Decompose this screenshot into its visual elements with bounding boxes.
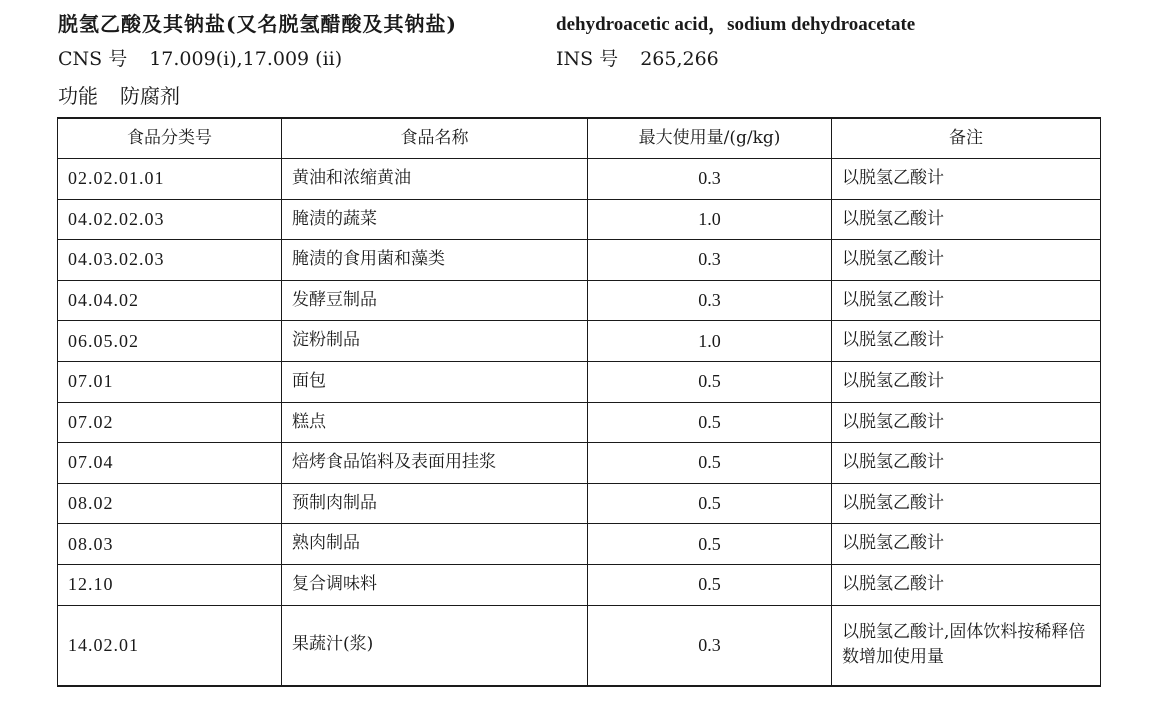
- remark: 以脱氢乙酸计: [832, 159, 1101, 200]
- food-name: 淀粉制品: [282, 321, 588, 362]
- column-header-amount: 最大使用量/(g/kg): [588, 118, 832, 159]
- food-name: 面包: [282, 361, 588, 402]
- food-name: 熟肉制品: [282, 524, 588, 565]
- food-category-code: 07.04: [58, 443, 282, 484]
- title-english: dehydroacetic acid，sodium dehydroacetate: [556, 14, 916, 35]
- remark: 以脱氢乙酸计: [832, 564, 1101, 605]
- table-row: [58, 443, 1101, 484]
- max-usage: 0.5: [588, 564, 832, 605]
- title-chinese: 脱氢乙酸及其钠盐(又名脱氢醋酸及其钠盐): [58, 12, 457, 36]
- food-name: 黄油和浓缩黄油: [282, 159, 588, 200]
- remark: 以脱氢乙酸计: [832, 240, 1101, 281]
- max-usage: 0.3: [588, 605, 832, 686]
- food-category-code: 14.02.01: [58, 605, 282, 686]
- max-usage: 0.5: [588, 443, 832, 484]
- food-name: 果蔬汁(浆): [282, 605, 588, 686]
- table-row: [58, 564, 1101, 605]
- food-name: 复合调味料: [282, 564, 588, 605]
- max-usage: 0.5: [588, 402, 832, 443]
- table-row: [58, 524, 1101, 565]
- remark: 以脱氢乙酸计: [832, 483, 1101, 524]
- usage-table: [57, 117, 1101, 687]
- table-row: [58, 280, 1101, 321]
- food-name: 腌渍的蔬菜: [282, 199, 588, 240]
- food-category-code: 02.02.01.01: [58, 159, 282, 200]
- remark: 以脱氢乙酸计: [832, 402, 1101, 443]
- function-line: [58, 80, 180, 109]
- cns-number: [58, 44, 342, 71]
- remark: 以脱氢乙酸计: [832, 361, 1101, 402]
- food-name: 腌渍的食用菌和藻类: [282, 240, 588, 281]
- food-category-code: 04.04.02: [58, 280, 282, 321]
- remark: 以脱氢乙酸计: [832, 321, 1101, 362]
- food-name: 糕点: [282, 402, 588, 443]
- max-usage: 0.5: [588, 524, 832, 565]
- food-category-code: 08.03: [58, 524, 282, 565]
- max-usage: 0.3: [588, 280, 832, 321]
- max-usage: 0.3: [588, 240, 832, 281]
- food-category-code: 07.02: [58, 402, 282, 443]
- remark: 以脱氢乙酸计,固体饮料按稀释倍数增加使用量: [832, 605, 1101, 686]
- table-row: [58, 159, 1101, 200]
- max-usage: 1.0: [588, 321, 832, 362]
- food-category-code: 06.05.02: [58, 321, 282, 362]
- max-usage: 0.3: [588, 159, 832, 200]
- remark: 以脱氢乙酸计: [832, 524, 1101, 565]
- remark: 以脱氢乙酸计: [832, 280, 1101, 321]
- food-name: 焙烤食品馅料及表面用挂浆: [282, 443, 588, 484]
- food-category-code: 07.01: [58, 361, 282, 402]
- food-category-code: 12.10: [58, 564, 282, 605]
- max-usage: 1.0: [588, 199, 832, 240]
- table-row: [58, 240, 1101, 281]
- table-row: [58, 402, 1101, 443]
- max-usage: 0.5: [588, 483, 832, 524]
- column-header-note: 备注: [832, 118, 1101, 159]
- ins-label: INS 号: [556, 48, 619, 70]
- food-name: 发酵豆制品: [282, 280, 588, 321]
- cns-value: 17.009(i),17.009 (ii): [149, 48, 343, 70]
- ins-number: [556, 44, 719, 71]
- function-label: 功能: [58, 84, 98, 108]
- remark: 以脱氢乙酸计: [832, 199, 1101, 240]
- table-row: [58, 321, 1101, 362]
- function-value: 防腐剂: [120, 84, 180, 108]
- column-header-name: 食品名称: [282, 118, 588, 159]
- table-row: [58, 605, 1101, 686]
- table-row: [58, 361, 1101, 402]
- food-category-code: 08.02: [58, 483, 282, 524]
- ins-value: 265,266: [640, 48, 719, 70]
- food-name: 预制肉制品: [282, 483, 588, 524]
- cns-label: CNS 号: [58, 48, 128, 70]
- food-category-code: 04.03.02.03: [58, 240, 282, 281]
- table-row: [58, 199, 1101, 240]
- column-header-code: 食品分类号: [58, 118, 282, 159]
- table-header-row: [58, 118, 1101, 159]
- remark: 以脱氢乙酸计: [832, 443, 1101, 484]
- max-usage: 0.5: [588, 361, 832, 402]
- food-category-code: 04.02.02.03: [58, 199, 282, 240]
- table-row: [58, 483, 1101, 524]
